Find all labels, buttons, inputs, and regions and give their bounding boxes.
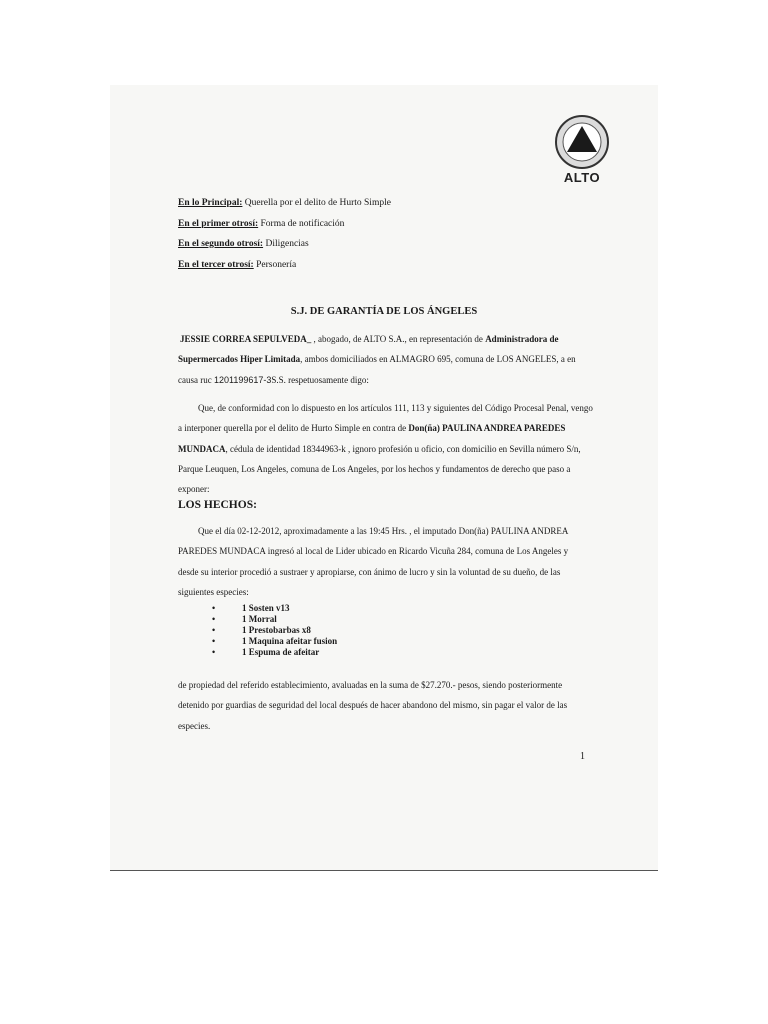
complaint-line-3b: , cédula de identidad 18344963-k , ignoro profesión u oficio, con domicilio en Sevilla número S/n, [225, 443, 581, 454]
heading-segundo-otrosi [178, 237, 391, 258]
heading-value: Diligencias [265, 239, 309, 249]
complaint-line-5: exponer: [178, 484, 210, 495]
heading-principal [178, 196, 391, 217]
intro-paragraph [178, 329, 590, 390]
item-text: 1 Maquina afeitar fusion [242, 636, 338, 646]
intro-text-1: , abogado, de ALTO S.A., en representación de [311, 334, 486, 344]
complaint-line-2a: a interponer querella por el delito de Hurto Simple en contra de [178, 423, 409, 434]
complaint-paragraph [178, 398, 593, 499]
lawyer-name: JESSIE CORREA SEPULVEDA_ [180, 334, 312, 344]
facts-line-1: Que el día 02-12-2012, aproximadamente a las 19:45 Hrs. , el imputado Don(ña) PAULINA ANDREA [198, 526, 569, 536]
heading-key: En el tercer otrosí: [178, 259, 254, 270]
complaint-line-1: Que, de conformidad con lo dispuesto en los artículos 111, 113 y siguientes del Código Procesal Penal, vengo [198, 403, 593, 413]
heading-list [178, 196, 391, 278]
footer-divider [110, 870, 658, 871]
page-number: 1 [580, 751, 585, 762]
company-name-1: Administradora de [485, 334, 559, 344]
valuation-paragraph [178, 675, 590, 736]
company-name-2: Supermercados Hiper Limitada [178, 354, 301, 365]
alto-logo [547, 115, 617, 190]
facts-line-4: siguientes especies: [178, 586, 249, 597]
bullet-icon: • [212, 647, 216, 657]
defendant-name-1: Don(ña) PAULINA ANDREA PAREDES [408, 423, 566, 434]
bullet-icon: • [212, 636, 216, 646]
valuation-line-1: de propiedad del referido establecimiento, avaluadas en la suma de $27.270.- pesos, siendo posteriormente [178, 680, 563, 690]
intro-text-3: causa ruc [178, 374, 214, 385]
defendant-name-2: MUNDACA [178, 443, 226, 454]
heading-key: En el segundo otrosí: [178, 239, 264, 249]
ruc-number: 1201199617-3 [213, 374, 272, 385]
heading-key: En el primer otrosí: [178, 218, 259, 229]
heading-value: Querella por el delito de Hurto Simple [244, 198, 391, 208]
item-text: 1 Prestobarbas x8 [242, 625, 311, 635]
court-title: S.J. DE GARANTÍA DE LOS ÁNGELES [290, 306, 478, 317]
valuation-line-3: especies. [178, 720, 211, 731]
heading-value: Personería [256, 259, 297, 270]
bullet-icon: • [212, 614, 216, 624]
facts-paragraph [178, 521, 590, 602]
heading-key: En lo Principal: [178, 198, 243, 208]
bullet-icon: • [212, 603, 216, 613]
complaint-line-4: Parque Leuquen, Los Angeles, comuna de Los Angeles, por los hechos y fundamentos de derecho que paso a [178, 463, 571, 474]
item-text: 1 Morral [242, 614, 277, 624]
bullet-icon: • [212, 625, 216, 635]
alto-triangle-icon [547, 115, 617, 171]
intro-text-4: S.S. respetuosamente digo: [271, 374, 369, 385]
heading-value: Forma de notificación [260, 218, 345, 229]
item-text: 1 Espuma de afeitar [242, 647, 320, 657]
section-heading-hechos: LOS HECHOS: [178, 499, 257, 511]
heading-tercer-otrosi [178, 258, 391, 279]
heading-primer-otrosi [178, 217, 391, 238]
valuation-line-2: detenido por guardias de seguridad del local después de hacer abandono del mismo, sin pagar el valor de las [178, 700, 568, 711]
intro-text-2: , ambos domiciliados en ALMAGRO 695, comuna de LOS ANGELES, a en [300, 354, 576, 365]
item-text: 1 Sosten v13 [242, 603, 290, 613]
logo-brand-text: ALTO [563, 170, 601, 185]
facts-line-2: PAREDES MUNDACA ingresó al local de Lider ubicado en Ricardo Vicuña 284, comuna de Los Angeles y [178, 546, 569, 557]
facts-line-3: desde su interior procedió a sustraer y apropiarse, con ánimo de lucro y sin la voluntad de su dueño, de las [178, 566, 561, 577]
